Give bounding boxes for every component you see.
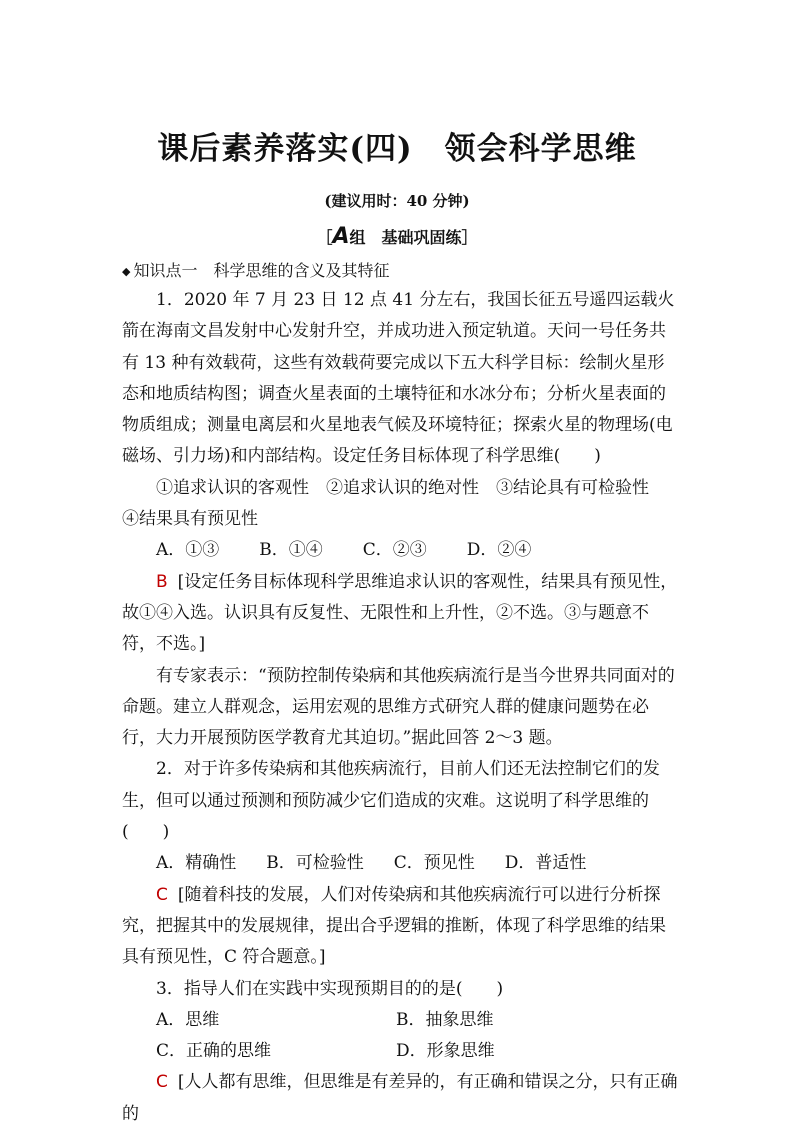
q1-option-c: C．②③ xyxy=(362,540,427,561)
q3-stem: 3．指导人们在实践中实现预期目的的是( ) xyxy=(156,978,504,999)
page-title: 课后素养落实(四) 领会科学思维 xyxy=(157,131,637,167)
group-header xyxy=(0,224,794,249)
q3-option-a: A．思维 xyxy=(156,1009,220,1030)
group-label: 组 基础巩固练 xyxy=(349,228,462,247)
q2-options xyxy=(122,848,678,879)
q2-3-intro: 有专家表示：“预防控制传染病和其他疾病流行是当今世界共同面对的命题。建立人群观念，运用宏观的思维方式研究人群的健康问题势在必行，大力开展预防医学教育尤其迫切。”据此回答 2～3 题。 xyxy=(122,665,675,749)
q1-stem: 1．2020 年 7 月 23 日 12 点 41 分左右，我国长征五号遥四运载火箭在海南文昌发射中心发射升空，并成功进入预定轨道。天问一号任务共有 13 种有效载荷，这些有效载荷要完成以下五大科学目标：绘制火星形态和地质结构图；调查火星表面的土壤特征和水冰分布；分析火星表面的物质组成；测量电离层和火星地表气候及环境特征；探索火星的物理场(电磁场、引力场)和内部结构。设定任务目标体现了科学思维( ) xyxy=(122,290,675,467)
suggested-time: (建议用时：40 分钟) xyxy=(324,192,470,210)
group-letter: A xyxy=(332,224,350,249)
q3-options-row1 xyxy=(122,1005,678,1036)
question-body xyxy=(122,285,678,1130)
q3-explanation: [人人都有思维，但思维是有差异的，有正确和错误之分，只有正确的 xyxy=(122,1072,678,1124)
section-heading xyxy=(122,258,389,281)
q1-options xyxy=(122,535,678,566)
q2-answer: C xyxy=(156,884,168,905)
q3-option-d: D．形象思维 xyxy=(396,1041,495,1062)
q2-option-b: B．可检验性 xyxy=(266,853,364,874)
q3-answer: C xyxy=(156,1072,168,1093)
q2-stem: 2．对于许多传染病和其他疾病流行，目前人们还无法控制它们的发生，但可以通过预测和预防减少它们造成的灾难。这说明了科学思维的( ) xyxy=(122,759,660,843)
q1-statements: ①追求认识的客观性 ②追求认识的绝对性 ③结论具有可检验性 ④结果具有预见性 xyxy=(122,477,666,530)
q2-explanation: [随着科技的发展，人们对传染病和其他疾病流行可以进行分析探究，把握其中的发展规律，提出合乎逻辑的推断，体现了科学思维的结果具有预见性，C 符合题意。] xyxy=(122,884,666,968)
group-bracket-open: ［ xyxy=(316,228,333,247)
q1-answer: B xyxy=(156,571,168,592)
section-heading-text: 知识点一 科学思维的含义及其特征 xyxy=(133,261,390,280)
q2-solution xyxy=(122,880,678,974)
q1-solution xyxy=(122,567,678,661)
diamond-icon: ◆ xyxy=(122,265,131,278)
q2-option-d: D．普适性 xyxy=(504,853,587,874)
q2-option-a: A．精确性 xyxy=(156,853,237,874)
q3-solution xyxy=(122,1067,678,1130)
q1-option-d: D．②④ xyxy=(466,540,532,561)
q1-explanation: [设定任务目标体现科学思维追求认识的客观性，结果具有预见性，故①④入选。认识具有反复性、无限性和上升性，②不选。③与题意不符，不选。] xyxy=(122,571,678,655)
group-bracket-close: ］ xyxy=(461,228,478,247)
q3-option-b: B．抽象思维 xyxy=(396,1009,494,1030)
q3-option-c: C．正确的思维 xyxy=(156,1041,272,1062)
q3-options-row2 xyxy=(122,1036,678,1067)
q2-option-c: C．预见性 xyxy=(393,853,475,874)
q1-option-a: A．①③ xyxy=(156,540,220,561)
q1-option-b: B．①④ xyxy=(259,540,323,561)
